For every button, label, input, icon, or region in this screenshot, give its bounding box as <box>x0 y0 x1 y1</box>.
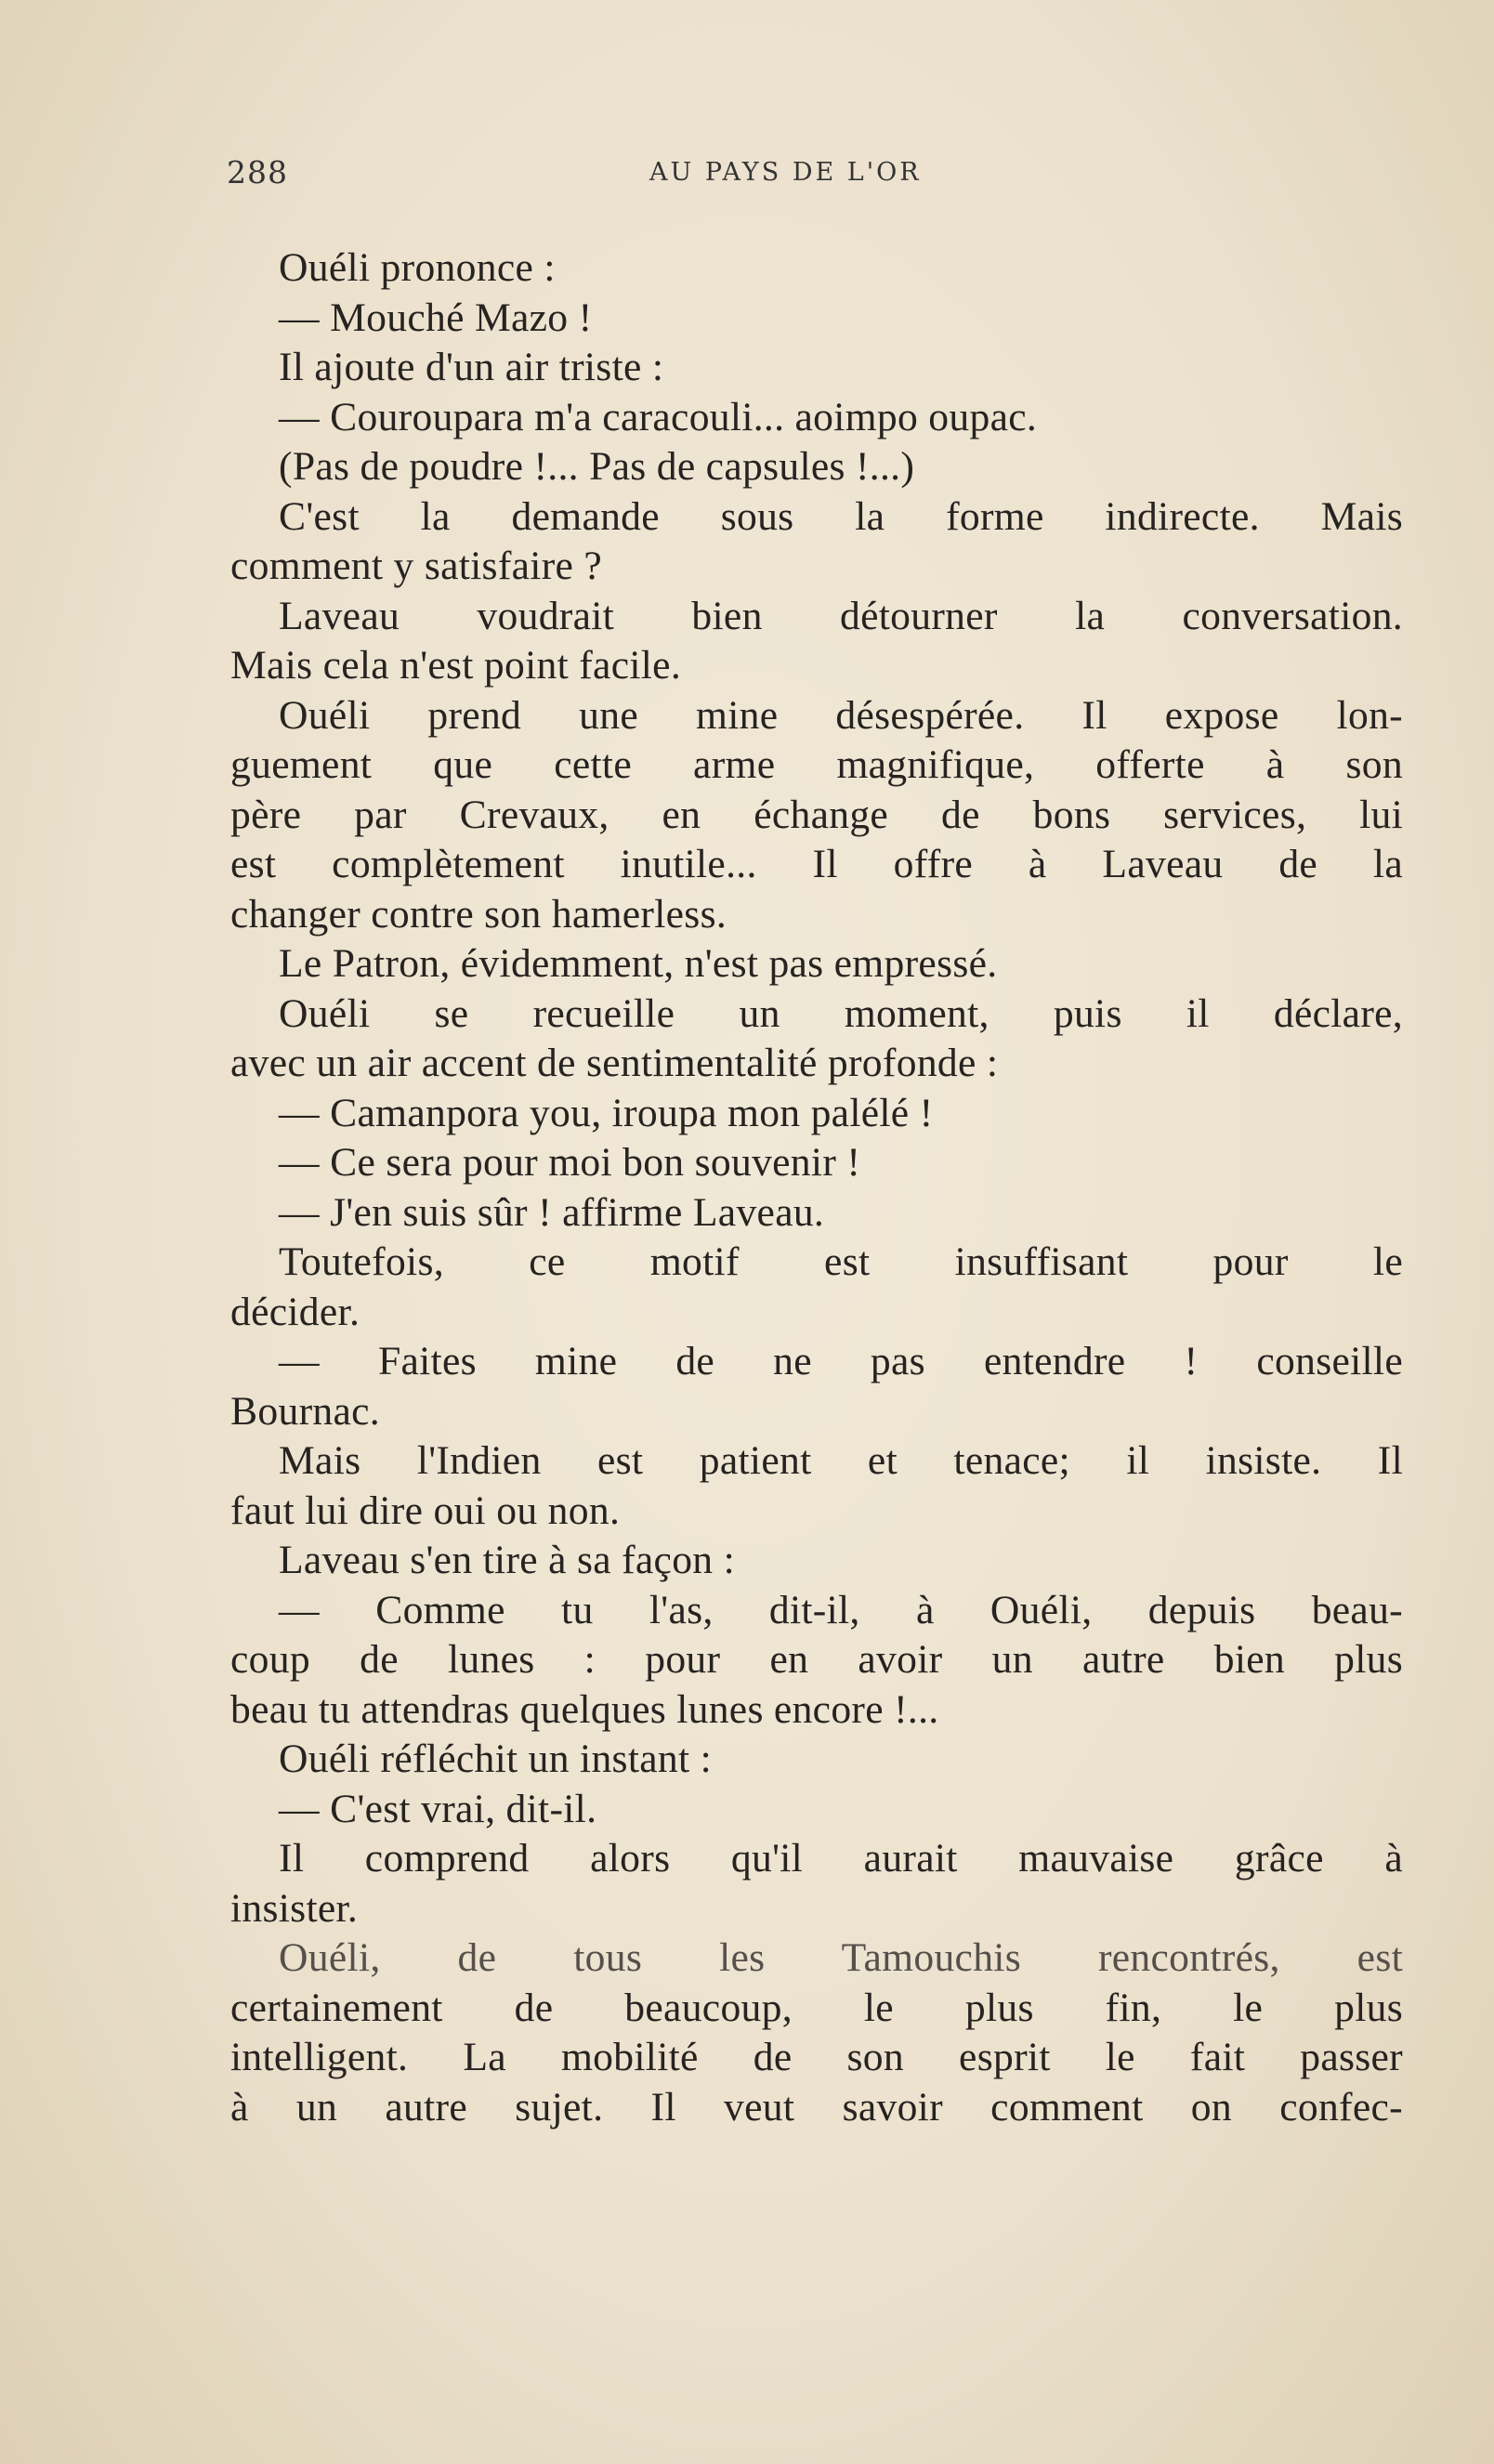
text-line: — J'en suis sûr ! affirme Laveau. <box>279 1189 825 1235</box>
text-line: — Comme tu l'as, dit-il, à Ouéli, depuis beau- <box>279 1587 1403 1632</box>
text-line: à un autre sujet. Il veut savoir comment on confec- <box>230 2084 1403 2130</box>
text-line: intelligent. La mobilité de son esprit le fait passer <box>230 2035 1403 2079</box>
text-line: faut lui dire oui ou non. <box>230 1488 621 1533</box>
text-line: Le Patron, évidemment, n'est pas empressé. <box>279 941 998 986</box>
text-line: est complètement inutile... Il offre à Laveau de la <box>230 842 1403 886</box>
text-line: coup de lunes : pour en avoir un autre bien plus <box>230 1637 1403 1682</box>
text-line: changer contre son hamerless. <box>230 891 727 937</box>
running-title: AU PAYS DE L'OR <box>649 158 922 187</box>
text-line: certainement de beaucoup, le plus fin, le plus <box>230 1985 1403 2030</box>
text-line: père par Crevaux, en échange de bons services, lui <box>230 792 1403 837</box>
text-line: — Faites mine de ne pas entendre ! conseille <box>279 1339 1403 1383</box>
text-line: — Ce sera pour moi bon souvenir ! <box>279 1140 861 1185</box>
text-line: (Pas de poudre !... Pas de capsules !...) <box>279 444 915 489</box>
text-line: Laveau s'en tire à sa façon : <box>279 1538 735 1582</box>
text-line: Mais cela n'est point facile. <box>230 643 682 688</box>
text-line: Ouéli, de tous les Tamouchis rencontrés, est <box>279 1935 1403 1980</box>
text-line: — C'est vrai, dit-il. <box>279 1786 597 1831</box>
text-line: Ouéli prend une mine désespérée. Il expose lon- <box>279 692 1403 738</box>
text-line: Ouéli réfléchit un instant : <box>279 1737 713 1781</box>
body-text <box>230 243 1403 2132</box>
text-line: comment y satisfaire ? <box>230 544 603 588</box>
text-line: guement que cette arme magnifique, offerte à son <box>230 742 1403 787</box>
running-head <box>227 154 1407 201</box>
text-line: décider. <box>230 1289 360 1334</box>
text-line: C'est la demande sous la forme indirecte. Mais <box>279 493 1403 539</box>
text-line: — Camanpora you, iroupa mon palélé ! <box>279 1090 934 1135</box>
text-line: Il comprend alors qu'il aurait mauvaise grâce à <box>279 1836 1403 1881</box>
text-line: — Mouché Mazo ! <box>279 295 593 340</box>
text-line: avec un air accent de sentimentalité profonde : <box>230 1041 999 1085</box>
text-line: Mais l'Indien est patient et tenace; il insiste. Il <box>279 1438 1403 1483</box>
text-line: — Couroupara m'a caracouli... aoimpo oupac. <box>279 394 1038 439</box>
text-line: insister. <box>230 1885 359 1931</box>
page-number: 288 <box>227 154 288 190</box>
text-line: Il ajoute d'un air triste : <box>279 345 664 389</box>
text-line: Laveau voudrait bien détourner la conversation. <box>279 593 1403 638</box>
text-line: beau tu attendras quelques lunes encore !... <box>230 1686 939 1732</box>
text-line: Toutefois, ce motif est insuffisant pour le <box>279 1239 1403 1284</box>
text-line: Ouéli prononce : <box>279 245 556 290</box>
text-line: Bournac. <box>230 1388 380 1434</box>
text-line: Ouéli se recueille un moment, puis il déclare, <box>279 990 1403 1036</box>
